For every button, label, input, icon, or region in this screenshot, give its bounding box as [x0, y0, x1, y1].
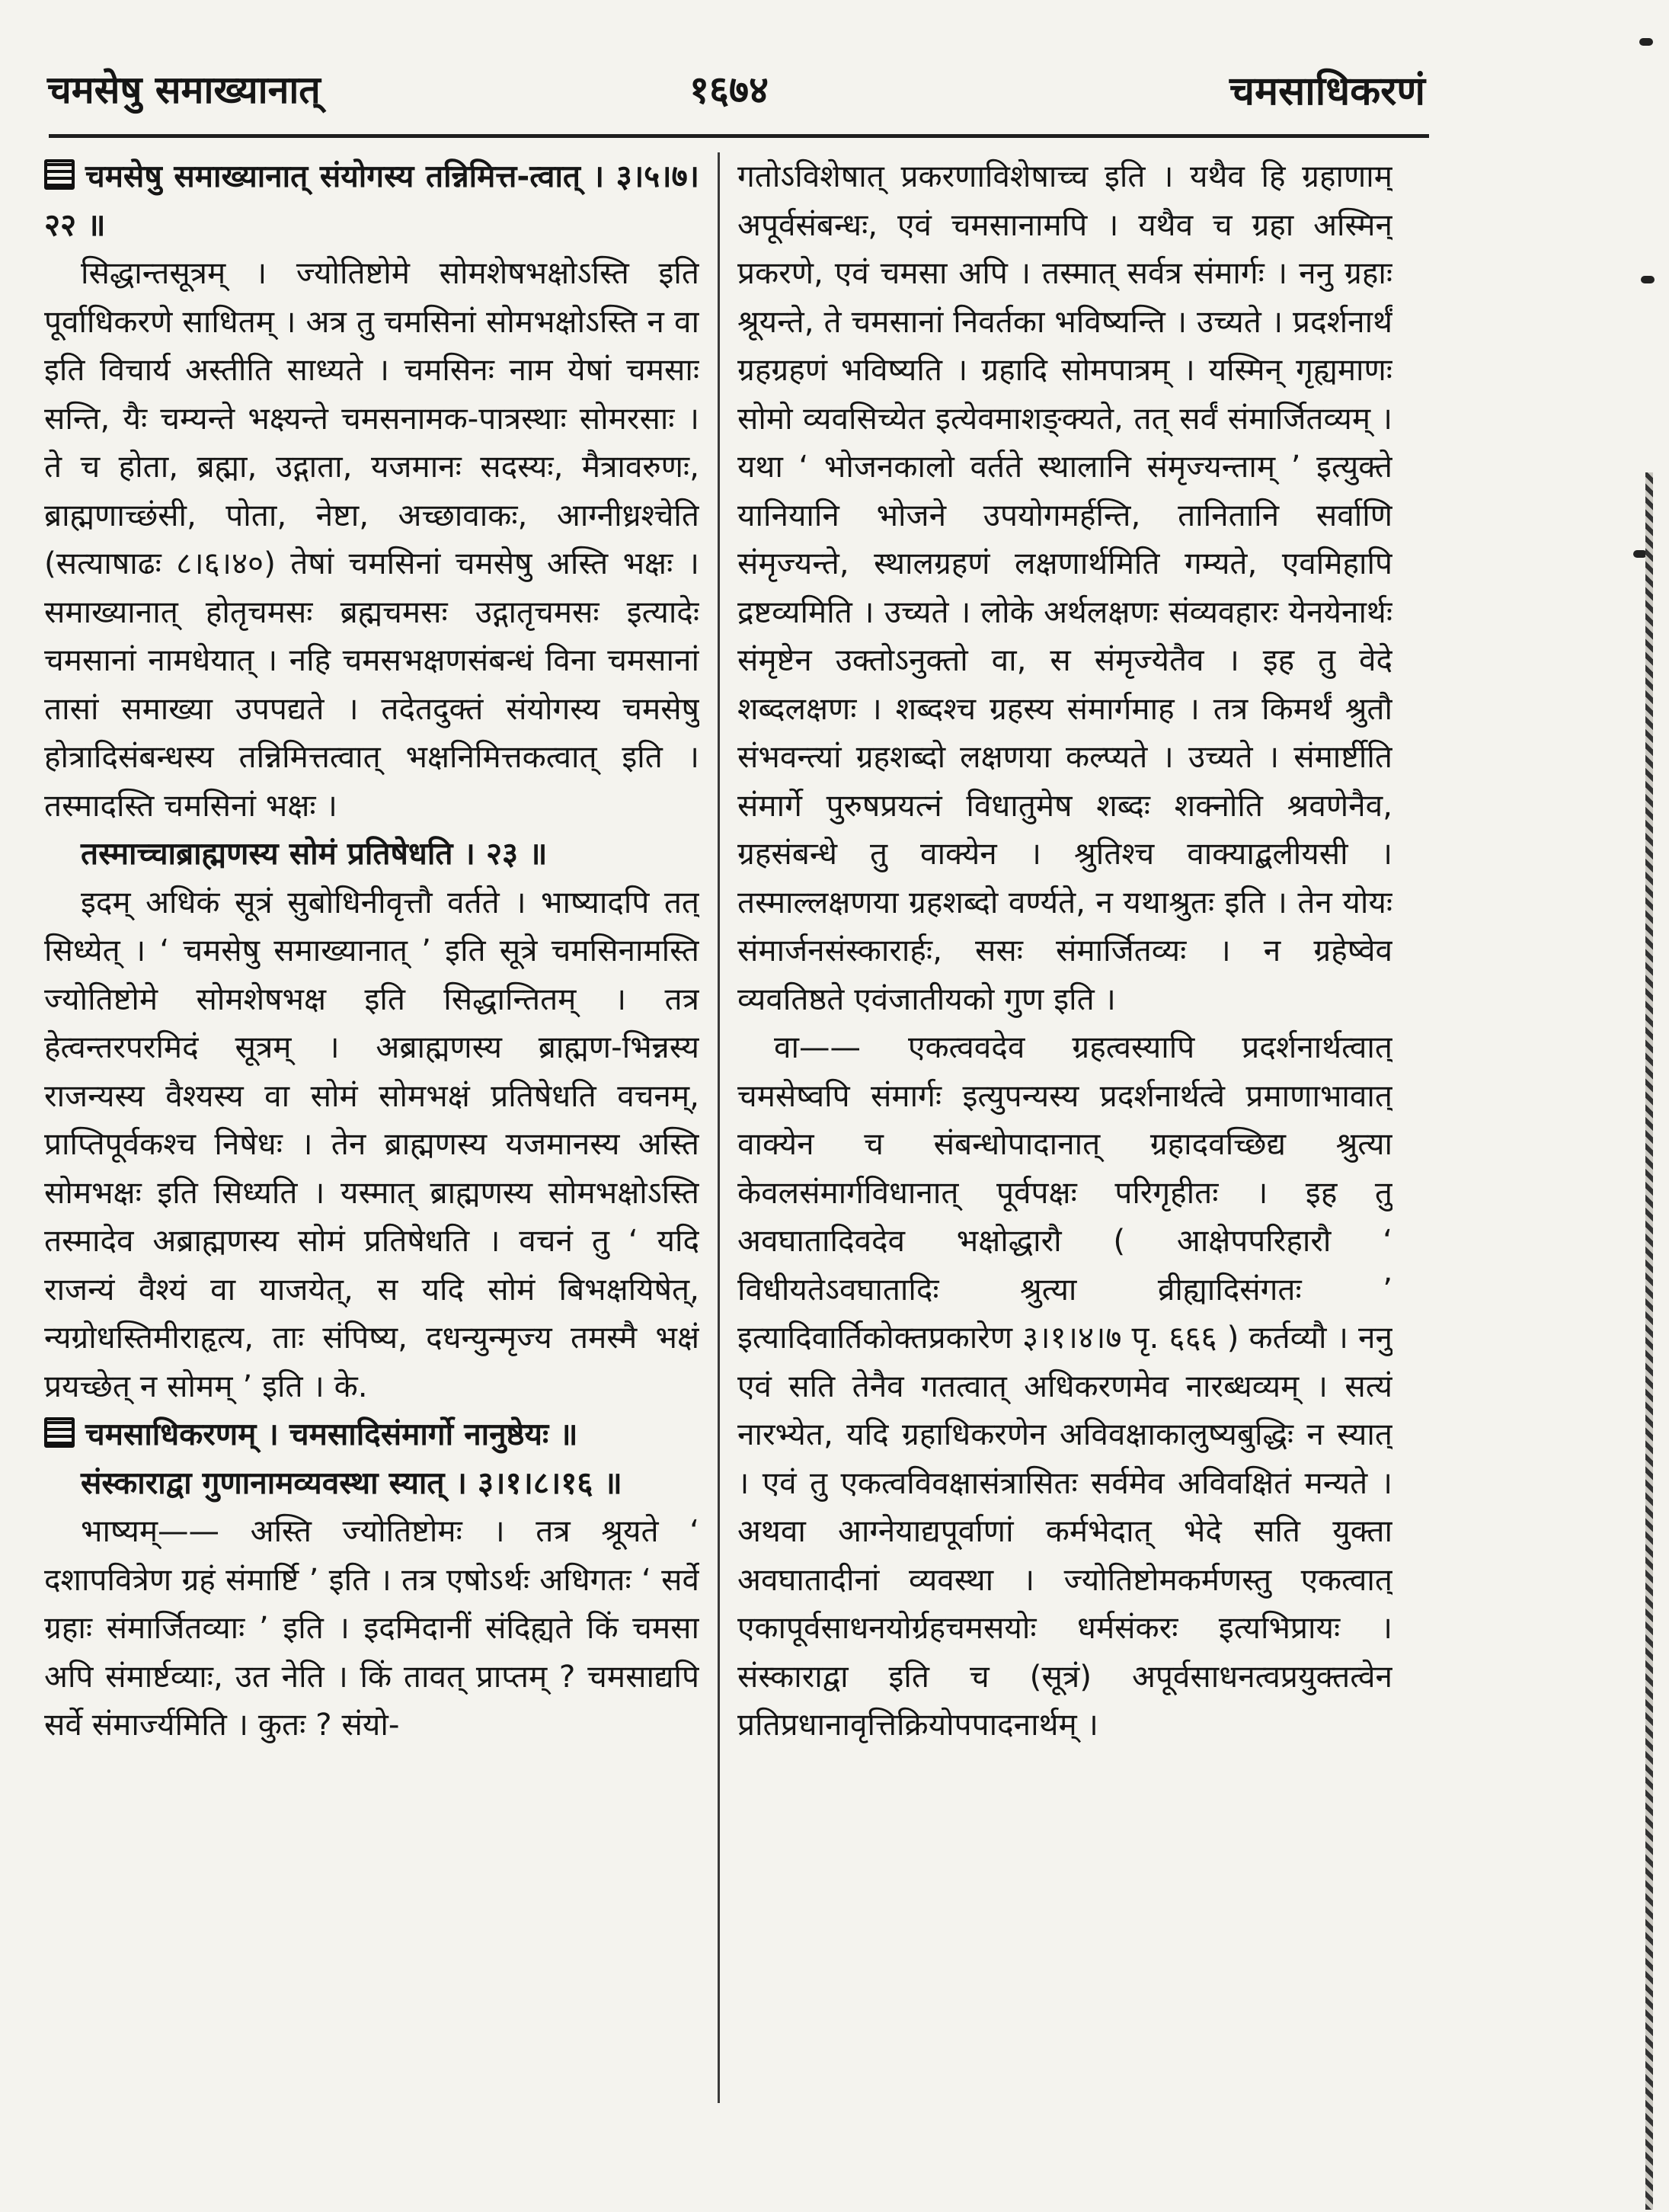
paragraph-text: चमसेषु समाख्यानात् संयोगस्य तन्निमित्त-त्वात् । ३।५।७।२२ ॥	[44, 158, 699, 243]
paragraph-text: गतोऽविशेषात् प्रकरणाविशेषाच्च इति । यथैव हि ग्रहाणाम् अपूर्वसंबन्धः, एवं चमसानामपि । यथैव च ग्रहा अस्मिन् प्रकरणे, एवं चमसा अपि । तस्मात् सर्वत्र संमार्गः । ननु ग्रहाः श्रूयन्ते, ते चमसानां निवर्तका भविष्यन्ति । उच्यते । प्रदर्शनार्थं ग्रहग्रहणं भविष्यति । ग्रहादि सोमपात्रम् । यस्मिन् गृह्यमाणः सोमो व्यवसिच्येत इत्येवमाशङ्क्यते, तत् सर्वं संमार्जितव्यम् । यथा ‘ भोजनकालो वर्तते स्थालानि संमृज्यन्ताम् ’ इत्युक्ते यानियानि भोजने उपयोगमर्हन्ति, तानितानि सर्वाणि संमृज्यन्ते, स्थालग्रहणं लक्षणार्थमिति गम्यते, एवमिहापि द्रष्टव्यमिति । उच्यते । लोके अर्थलक्षणः संव्यवहारः येनयेनार्थः संमृष्टेन उक्तोऽनुक्तो वा, स संमृज्येतैव । इह तु वेदे शब्दलक्षणः । शब्दश्च ग्रहस्य संमार्गमाह । तत्र किमर्थं श्रुतौ संभवन्त्यां ग्रहशब्दो लक्षणया कल्प्यते । उच्यते । संमार्ष्टीति संमार्गे पुरुषप्रयत्नं विधातुमेष शब्दः शक्नोति श्रवणेनैव, ग्रहसंबन्धे तु वाक्येन । श्रुतिश्च वाक्याद्बलीयसी । तस्माल्लक्षणया ग्रहशब्दो वर्ण्यते, न यथाश्रुतः इति । तेन योयः संमार्जनसंस्कारार्हः, ससः संमार्जितव्यः । न ग्रहेष्वेव व्यवतिष्ठते एवंजातीयको गुण इति ।	[737, 158, 1392, 1017]
header-rule	[49, 134, 1429, 138]
section-marker-icon	[44, 159, 75, 190]
sutra-heading	[44, 830, 699, 879]
paragraph	[44, 1507, 699, 1749]
paragraph	[44, 879, 699, 1411]
paragraph-text: भाष्यम्—— अस्ति ज्योतिष्टोमः । तत्र श्रूयते ‘ दशापवित्रेण ग्रहं संमार्ष्टि ’ इति । तत्र एषोऽर्थः अधिगतः ‘ सर्वे ग्रहाः संमार्जितव्याः ’ इति । इदमिदानीं संदिह्यते किं चमसा अपि संमार्ष्टव्याः, उत नेति । किं तावत् प्राप्तम् ? चमसाद्यपि सर्वे संमार्ज्यमिति । कुतः ? संयो-	[44, 1513, 699, 1743]
running-head-left: चमसेषु समाख्यानात्	[47, 68, 321, 112]
paragraph	[737, 1023, 1392, 1749]
paragraph	[737, 152, 1392, 1023]
page-header	[0, 0, 1669, 145]
section-marker-icon	[44, 1417, 75, 1448]
column-divider	[718, 152, 720, 2103]
paragraph	[44, 249, 699, 830]
binding-thread	[1645, 472, 1653, 2210]
paragraph-text: वा—— एकत्ववदेव ग्रहत्वस्यापि प्रदर्शनार्थत्वात् चमसेष्वपि संमार्गः इत्युपन्यस्य प्रदर्शनार्थत्वे प्रमाणाभावात् वाक्येन च संबन्धोपादानात् ग्रहादवच्छिद्य श्रुत्या केवलसंमार्गविधानात् पूर्वपक्षः परिगृहीतः । इह तु अवघातादिवदेव भक्षोद्धारौ ( आक्षेपपरिहारौ ‘ विधीयतेऽवघातादिः श्रुत्या व्रीह्यादिसंगतः ’ इत्यादिवार्तिकोक्तप्रकारेण ३।१।४।७ पृ. ६६६ ) कर्तव्यौ । ननु एवं सति तेनैव गतत्वात् अधिकरणमेव नारब्धव्यम् । सत्यं नारभ्येत, यदि ग्रहाधिकरणेन अविवक्षाकालुष्यबुद्धिः न स्यात् । एवं तु एकत्वविवक्षासंत्रासितः सर्वमेव अविवक्षितं मन्यते । अथवा आग्नेयाद्यपूर्वाणां कर्मभेदात् भेदे सति युक्ता अवघातादीनां व्यवस्था । ज्योतिष्टोमकर्मणस्तु एकत्वात् एकापूर्वसाधनयोर्ग्रहचमसयोः धर्मसंकरः इत्यभिप्रायः । संस्काराद्वा इति च (सूत्रं) अपूर्वसाधनत्वप्रयुक्तत्वेन प्रतिप्रधानावृत्तिक्रियोपपादनार्थम् ।	[737, 1029, 1392, 1743]
page-binding-edge	[1623, 0, 1669, 2212]
page-number: १६७४	[689, 68, 769, 112]
paragraph-text: चमसाधिकरणम् । चमसादिसंमार्गो नानुष्ठेयः ॥	[85, 1416, 578, 1452]
left-column	[44, 152, 699, 2095]
sutra-heading	[44, 1459, 699, 1508]
paragraph-text: संस्काराद्वा गुणानामव्यवस्था स्यात् । ३।१।८।१६ ॥	[81, 1464, 622, 1501]
binding-speck	[1641, 276, 1655, 283]
binding-speck	[1639, 38, 1653, 46]
paragraph-text: सिद्धान्तसूत्रम् । ज्योतिष्टोमे सोमशेषभक्षोऽस्ति इति पूर्वाधिकरणे साधितम् । अत्र तु चमसिनां सोमभक्षोऽस्ति न वा इति विचार्य अस्तीति साध्यते । चमसिनः नाम येषां चमसाः सन्ति, यैः चम्यन्ते भक्ष्यन्ते चमसनामक-पात्रस्थाः सोमरसाः । ते च होता, ब्रह्मा, उद्गाता, यजमानः सदस्यः, मैत्रावरुणः, ब्राह्मणाच्छंसी, पोता, नेष्टा, अच्छावाकः, आग्नीध्रश्चेति (सत्याषाढः ८।६।४०) तेषां चमसिनां चमसेषु अस्ति भक्षः । समाख्यानात् होतृचमसः ब्रह्मचमसः उद्गातृचमसः इत्यादेः चमसानां नामधेयात् । नहि चमसभक्षणसंबन्धं विना चमसानां तासां समाख्या उपपद्यते । तदेतदुक्तं संयोगस्य चमसेषु होत्रादिसंबन्धस्य तन्निमित्तत्वात् भक्षनिमित्तकत्वात् इति । तस्मादस्ति चमसिनां भक्षः ।	[44, 254, 699, 824]
running-head-right: चमसाधिकरणं	[1229, 69, 1425, 114]
sutra-heading	[44, 152, 699, 249]
right-column	[737, 152, 1392, 2095]
paragraph-text: तस्माच्चाब्राह्मणस्य सोमं प्रतिषेधति । २३ ॥	[81, 835, 548, 872]
sutra-heading	[44, 1410, 699, 1459]
paragraph-text: इदम् अधिकं सूत्रं सुबोधिनीवृत्तौ वर्तते । भाष्यादपि तत् सिध्येत् । ‘ चमसेषु समाख्यानात् ’ इति सूत्रे चमसिनामस्ति ज्योतिष्टोमे सोमशेषभक्ष इति सिद्धान्तितम् । तत्र हेत्वन्तरपरमिदं सूत्रम् । अब्राह्मणस्य ब्राह्मण-भिन्नस्य राजन्यस्य वैश्यस्य वा सोमं सोमभक्षं प्रतिषेधति वचनम्, प्राप्तिपूर्वकश्च निषेधः । तेन ब्राह्मणस्य यजमानस्य अस्ति सोमभक्षः इति सिध्यति । यस्मात् ब्राह्मणस्य सोमभक्षोऽस्ति तस्मादेव अब्राह्मणस्य सोमं प्रतिषेधति । वचनं तु ‘ यदि राजन्यं वैश्यं वा याजयेत्, स यदि सोमं बिभक्षयिषेत्, न्यग्रोधस्तिमीराहृत्य, ताः संपिष्य, दधन्युन्मृज्य तमस्मै भक्षं प्रयच्छेत् न सोमम् ’ इति । के.	[44, 883, 699, 1404]
